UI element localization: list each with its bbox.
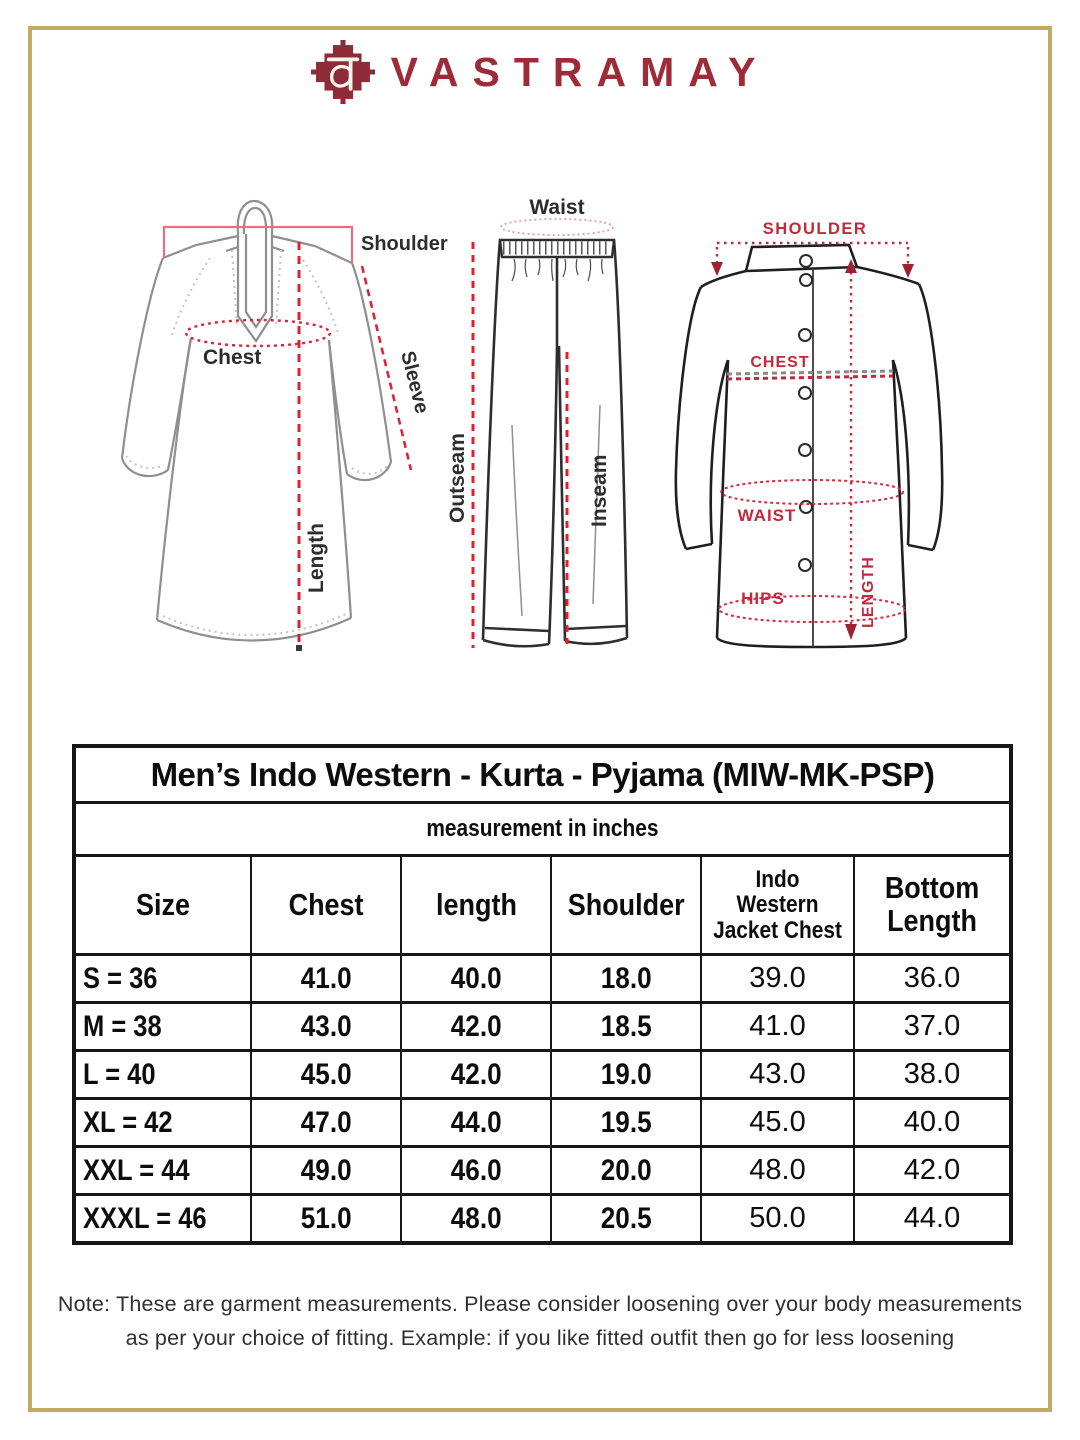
jacket-shoulder-label: SHOULDER	[762, 220, 868, 238]
cell-shoulder: 20.5	[551, 1195, 701, 1244]
table-title	[74, 746, 1011, 803]
cell-bottom-length: 37.0	[854, 1003, 1011, 1051]
cell-shoulder: 19.5	[551, 1099, 701, 1147]
jacket-chest-line	[727, 376, 893, 379]
column-header-chest: Chest	[251, 856, 401, 955]
kurta-length-label: Length	[305, 523, 328, 593]
column-header-size: Size	[74, 856, 251, 955]
table-row	[74, 1195, 1011, 1244]
table-subtitle-row	[74, 803, 1011, 856]
cell-shoulder: 18.0	[551, 955, 701, 1003]
column-header-jacket-chest: Indo Western Jacket Chest	[701, 856, 854, 955]
jacket-chest-label: CHEST	[750, 354, 810, 371]
cell-size: XXL = 44	[74, 1147, 251, 1195]
cell-shoulder: 20.0	[551, 1147, 701, 1195]
cell-jacket-chest: 43.0	[701, 1051, 854, 1099]
cell-bottom-length: 36.0	[854, 955, 1011, 1003]
jacket-hips-label: HIPS	[741, 589, 785, 608]
cell-chest: 49.0	[251, 1147, 401, 1195]
cell-length: 40.0	[401, 955, 551, 1003]
kurta-diagram	[122, 201, 448, 651]
table-row	[74, 1099, 1011, 1147]
cell-bottom-length: 44.0	[854, 1195, 1011, 1244]
jacket-length-label: LENGTH	[860, 556, 877, 628]
kurta-sleeve-label: Sleeve	[396, 348, 433, 416]
table-row	[74, 1003, 1011, 1051]
cell-size: S = 36	[74, 955, 251, 1003]
column-header-shoulder: Shoulder	[551, 856, 701, 955]
cell-bottom-length: 40.0	[854, 1099, 1011, 1147]
table-row	[74, 1147, 1011, 1195]
table-row	[74, 955, 1011, 1003]
cell-length: 48.0	[401, 1195, 551, 1244]
cell-jacket-chest: 41.0	[701, 1003, 854, 1051]
cell-jacket-chest: 39.0	[701, 955, 854, 1003]
column-header-length: length	[401, 856, 551, 955]
brand-wordmark: VASTRAMAY	[390, 48, 770, 95]
table-title-row	[74, 746, 1011, 803]
cell-length: 44.0	[401, 1099, 551, 1147]
pyjama-inseam-label: Inseam	[588, 454, 611, 527]
kurta-chest-label: Chest	[203, 346, 262, 369]
cell-length: 46.0	[401, 1147, 551, 1195]
cell-size: XXXL = 46	[74, 1195, 251, 1244]
cell-chest: 47.0	[251, 1099, 401, 1147]
table-header-row	[74, 856, 1011, 955]
measurement-note	[45, 1288, 1035, 1356]
cell-shoulder: 18.5	[551, 1003, 701, 1051]
cell-bottom-length: 38.0	[854, 1051, 1011, 1099]
cell-jacket-chest: 48.0	[701, 1147, 854, 1195]
cell-jacket-chest: 50.0	[701, 1195, 854, 1244]
table-subtitle	[74, 803, 1011, 856]
cell-size: XL = 42	[74, 1099, 251, 1147]
cell-chest: 43.0	[251, 1003, 401, 1051]
pyjama-waist-ellipse	[501, 219, 613, 235]
cell-chest: 45.0	[251, 1051, 401, 1099]
pyjama-diagram	[446, 196, 627, 648]
note-line-2: as per your choice of fitting. Example: if you like fitted outfit then go for less loosening	[125, 1325, 955, 1350]
cell-jacket-chest: 45.0	[701, 1099, 854, 1147]
table-title-text: Men’s Indo Western - Kurta - Pyjama (MIW-MK-PSP)	[150, 755, 935, 793]
column-header-bottom-length: Bottom Length	[854, 856, 1011, 955]
table-row	[74, 1051, 1011, 1099]
note-line-1: Note: These are garment measurements. Please consider loosening over your body measurements	[57, 1292, 1023, 1316]
jacket-waist-ellipse	[721, 480, 903, 504]
cell-length: 42.0	[401, 1003, 551, 1051]
cell-chest: 51.0	[251, 1195, 401, 1244]
cell-shoulder: 19.0	[551, 1051, 701, 1099]
jacket-waist-label: WAIST	[737, 506, 797, 525]
jacket-buttons	[799, 255, 812, 571]
cell-bottom-length: 42.0	[854, 1147, 1011, 1195]
pyjama-outseam-label: Outseam	[446, 433, 469, 523]
cell-length: 42.0	[401, 1051, 551, 1099]
table-subtitle-text: measurement in inches	[426, 815, 659, 842]
size-chart-table	[72, 744, 1013, 1245]
jacket-diagram	[676, 220, 942, 647]
cell-size: M = 38	[74, 1003, 251, 1051]
pyjama-waist-label: Waist	[529, 196, 585, 219]
cell-size: L = 40	[74, 1051, 251, 1099]
cell-chest: 41.0	[251, 955, 401, 1003]
kurta-shoulder-label: Shoulder	[361, 233, 448, 255]
